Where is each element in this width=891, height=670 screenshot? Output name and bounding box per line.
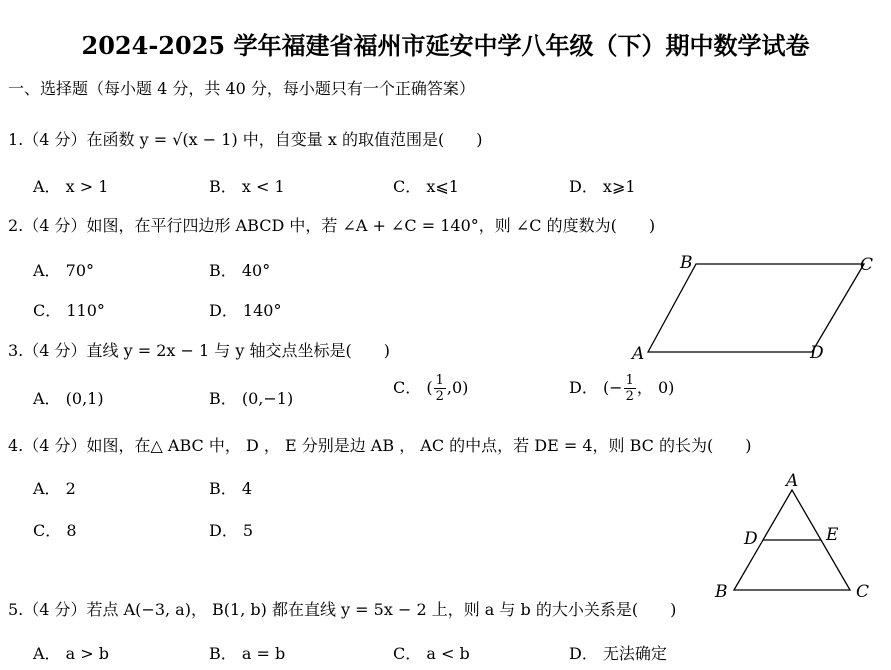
question-5-stem: 5.（4 分）若点 A(−3, a)， B(1, b) 都在直线 y = 5x − 2 上，则 a 与 b 的大小关系是( )	[8, 600, 677, 619]
q5-option-b: B． a = b	[209, 644, 286, 663]
q3-option-d	[569, 374, 674, 403]
fraction-numerator: 1	[435, 373, 444, 388]
q5-option-c: C． a < b	[393, 644, 470, 663]
parallelogram-figure	[620, 250, 880, 365]
q5-option-a: A． a > b	[33, 644, 110, 663]
label-c: C	[856, 582, 870, 602]
triangle-figure	[710, 470, 880, 605]
label-d: D	[810, 343, 824, 363]
fraction-denominator: 2	[435, 389, 444, 404]
label-b: B	[680, 253, 693, 273]
q3-option-a: A． (0,1)	[33, 389, 104, 408]
q3-option-d-letter: D．	[569, 378, 598, 397]
q1-option-b: B． x < 1	[209, 177, 285, 196]
question-1-stem: 1.（4 分）在函数 y = √(x − 1) 中，自变量 x 的取值范围是( )	[8, 130, 483, 149]
q3-option-c-fraction	[434, 374, 446, 403]
page-title: 2024-2025 学年福建省福州市延安中学八年级（下）期中数学试卷	[81, 31, 810, 60]
q3-option-c-suffix: ,0)	[446, 378, 469, 397]
question-4-stem: 4.（4 分）如图，在△ ABC 中， D ， E 分别是边 AB ， AC 的中点，若 DE = 4，则 BC 的长为( )	[8, 436, 752, 455]
question-2-stem: 2.（4 分）如图，在平行四边形 ABCD 中，若 ∠A + ∠C = 140°，则 ∠C 的度数为( )	[8, 216, 656, 235]
label-e: E	[826, 525, 839, 545]
q4-option-c: C． 8	[33, 521, 77, 540]
q3-option-c-letter: C．	[393, 378, 422, 397]
fraction-denominator: 2	[625, 389, 634, 404]
q1-option-a: A． x > 1	[33, 177, 109, 196]
q4-option-a: A． 2	[33, 479, 76, 498]
q4-option-b: B． 4	[209, 479, 253, 498]
q4-option-d: D． 5	[209, 521, 254, 540]
q5-option-d: D． 无法确定	[569, 644, 667, 663]
fraction-numerator: 1	[625, 373, 634, 388]
q3-option-d-fraction	[624, 374, 636, 403]
q3-option-c-prefix: (	[426, 378, 433, 397]
q1-option-c: C． x⩽1	[393, 177, 459, 196]
label-b: B	[715, 582, 728, 602]
q3-option-b: B． (0,−1)	[209, 389, 294, 408]
q3-option-d-suffix: ， 0)	[636, 378, 675, 397]
q2-option-c: C． 110°	[33, 301, 105, 320]
label-a: A	[632, 344, 645, 364]
q1-option-d: D． x⩾1	[569, 177, 636, 196]
question-3-stem: 3.（4 分）直线 y = 2x − 1 与 y 轴交点坐标是( )	[8, 341, 390, 360]
q2-option-a: A． 70°	[33, 261, 95, 280]
q2-option-b: B． 40°	[209, 261, 271, 280]
label-d: D	[744, 529, 758, 549]
label-a: A	[786, 471, 799, 491]
parallelogram-shape	[648, 264, 864, 352]
q2-option-d: D． 140°	[209, 301, 282, 320]
label-c: C	[860, 255, 874, 275]
q3-option-d-prefix: (−	[602, 378, 623, 397]
section-heading: 一、选择题（每小题 4 分，共 40 分，每小题只有一个正确答案）	[8, 79, 475, 98]
q3-option-c	[393, 374, 468, 403]
